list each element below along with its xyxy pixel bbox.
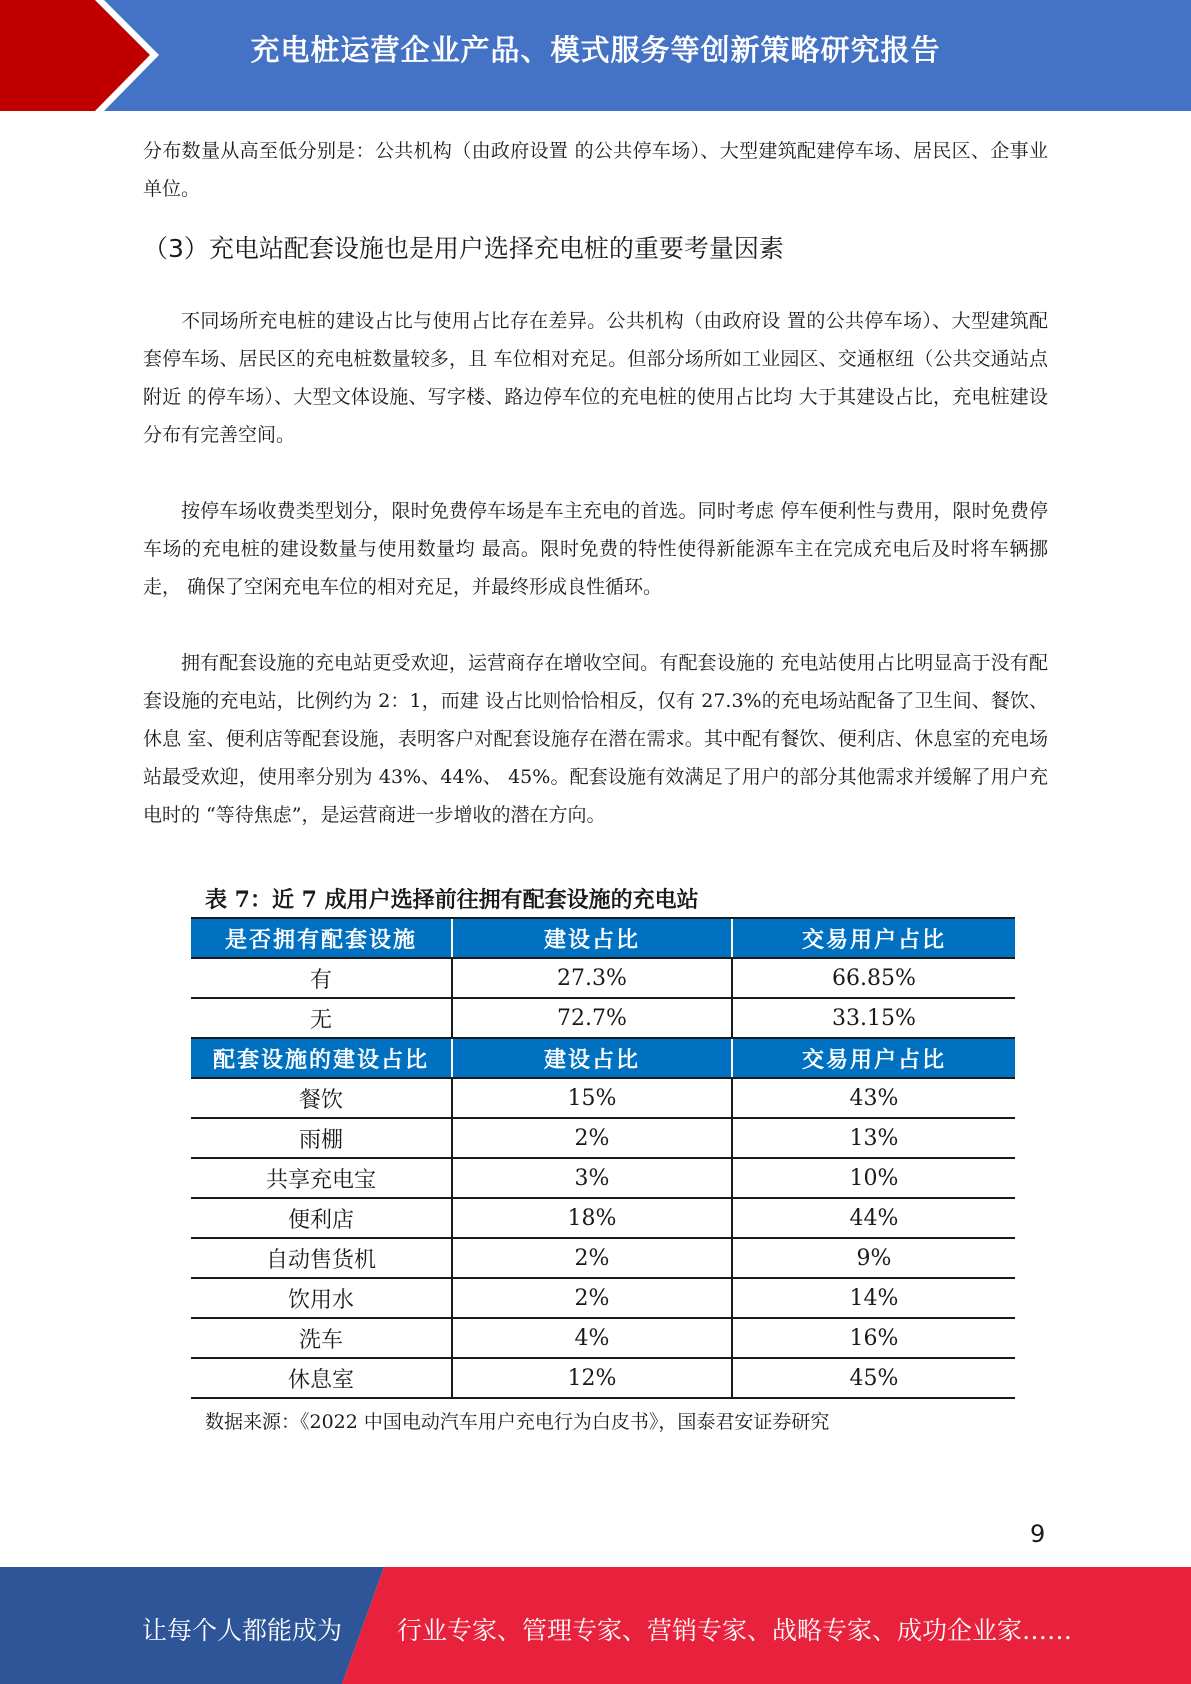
page-number: 9 (1030, 1520, 1046, 1548)
table-cell: 有 (191, 958, 452, 998)
paragraph-site-difference: 不同场所充电桩的建设占比与使用占比存在差异。公共机构（由政府设 置的公共停车场）、大型建筑配套停车场、居民区的充电桩数量较多，且 车位相对充足。但部分场所如工业园区、交通枢纽（公共交通站点附近 的停车场）、大型文体设施、写字楼、路边停车位的充电桩的使用占比均 大于其建设占比，充电桩建设分布有完善空间。 (143, 310, 1048, 446)
table-cell: 13% (732, 1118, 1015, 1158)
table-section (191, 883, 1015, 1434)
table-cell: 43% (732, 1078, 1015, 1118)
table-cell: 45% (732, 1358, 1015, 1398)
table-cell: 餐饮 (191, 1078, 452, 1118)
header-title: 充电桩运营企业产品、模式服务等创新策略研究报告 (250, 33, 941, 67)
facilities-table (191, 917, 1015, 1399)
section-heading: （3）充电站配套设施也是用户选择充电桩的重要考量因素 (143, 234, 784, 263)
table-cell: 便利店 (191, 1198, 452, 1238)
table-cell: 4% (452, 1318, 732, 1358)
table-cell: 洗车 (191, 1318, 452, 1358)
table-cell: 共享充电宝 (191, 1158, 452, 1198)
table-cell: 休息室 (191, 1358, 452, 1398)
table-cell: 10% (732, 1158, 1015, 1198)
table-cell: 2% (452, 1278, 732, 1318)
table-cell: 饮用水 (191, 1278, 452, 1318)
table-cell: 33.15% (732, 998, 1015, 1038)
main-content (143, 132, 1048, 872)
table-cell: 16% (732, 1318, 1015, 1358)
footer-slogan-left: 让每个人都能成为 (142, 1616, 343, 1645)
table-cell: 66.85% (732, 958, 1015, 998)
table-header-row (191, 918, 1015, 958)
table-cell: 12% (452, 1358, 732, 1398)
table-cell: 18% (452, 1198, 732, 1238)
table-cell: 44% (732, 1198, 1015, 1238)
header-cell: 建设占比 (452, 1038, 732, 1078)
header-cell: 交易用户占比 (732, 1038, 1015, 1078)
table-row (191, 1238, 1015, 1278)
header-cell: 配套设施的建设占比 (191, 1038, 452, 1078)
table-row (191, 1158, 1015, 1198)
table-row (191, 1278, 1015, 1318)
table-cell: 2% (452, 1238, 732, 1278)
table-cell: 2% (452, 1118, 732, 1158)
table-row (191, 1358, 1015, 1398)
page-footer (0, 1567, 1191, 1684)
header-cell: 交易用户占比 (732, 918, 1015, 958)
table-row (191, 1078, 1015, 1118)
table-cell: 无 (191, 998, 452, 1038)
table-cell: 自动售货机 (191, 1238, 452, 1278)
footer-slogan-right: 行业专家、管理专家、营销专家、战略专家、成功企业家…… (397, 1616, 1073, 1645)
table-cell: 9% (732, 1238, 1015, 1278)
table-cell: 雨棚 (191, 1118, 452, 1158)
paragraph-parking-fee: 按停车场收费类型划分，限时免费停车场是车主充电的首选。同时考虑 停车便利性与费用，限时免费停车场的充电桩的建设数量与使用数量均 最高。限时免费的特性使得新能源车主在完成充电后及时将车辆挪走， 确保了空闲充电车位的相对充足，并最终形成良性循环。 (143, 500, 1048, 598)
header-cell: 建设占比 (452, 918, 732, 958)
header-cell: 是否拥有配套设施 (191, 918, 452, 958)
page-header (0, 0, 1191, 111)
intro-paragraph: 分布数量从高至低分别是：公共机构（由政府设置 的公共停车场）、大型建筑配建停车场、居民区、企事业单位。 (143, 140, 1048, 200)
table-row (191, 998, 1015, 1038)
table-cell: 3% (452, 1158, 732, 1198)
table-cell: 27.3% (452, 958, 732, 998)
table-subheader-row (191, 1038, 1015, 1078)
table-cell: 14% (732, 1278, 1015, 1318)
table-row (191, 1318, 1015, 1358)
table-row (191, 1198, 1015, 1238)
paragraph-facilities: 拥有配套设施的充电站更受欢迎，运营商存在增收空间。有配套设施的 充电站使用占比明显高于没有配套设施的充电站，比例约为 2：1，而建 设占比则恰恰相反，仅有 27.3%的充电场站配备了卫生间、餐饮、休息 室、便利店等配套设施，表明客户对配套设施存在潜在需求。其中配有餐饮、便利店、休息室的充电场站最受欢迎，使用率分别为 43%、44%、 45%。配套设施有效满足了用户的部分其他需求并缓解了用户充电时的 “等待焦虑”，是运营商进一步增收的潜在方向。 (143, 652, 1048, 826)
table-row (191, 958, 1015, 998)
table-caption: 表 7：近 7 成用户选择前往拥有配套设施的充电站 (205, 887, 699, 913)
table-cell: 72.7% (452, 998, 732, 1038)
table-row (191, 1118, 1015, 1158)
table-source: 数据来源：《2022 中国电动汽车用户充电行为白皮书》，国泰君安证券研究 (205, 1411, 830, 1433)
table-cell: 15% (452, 1078, 732, 1118)
